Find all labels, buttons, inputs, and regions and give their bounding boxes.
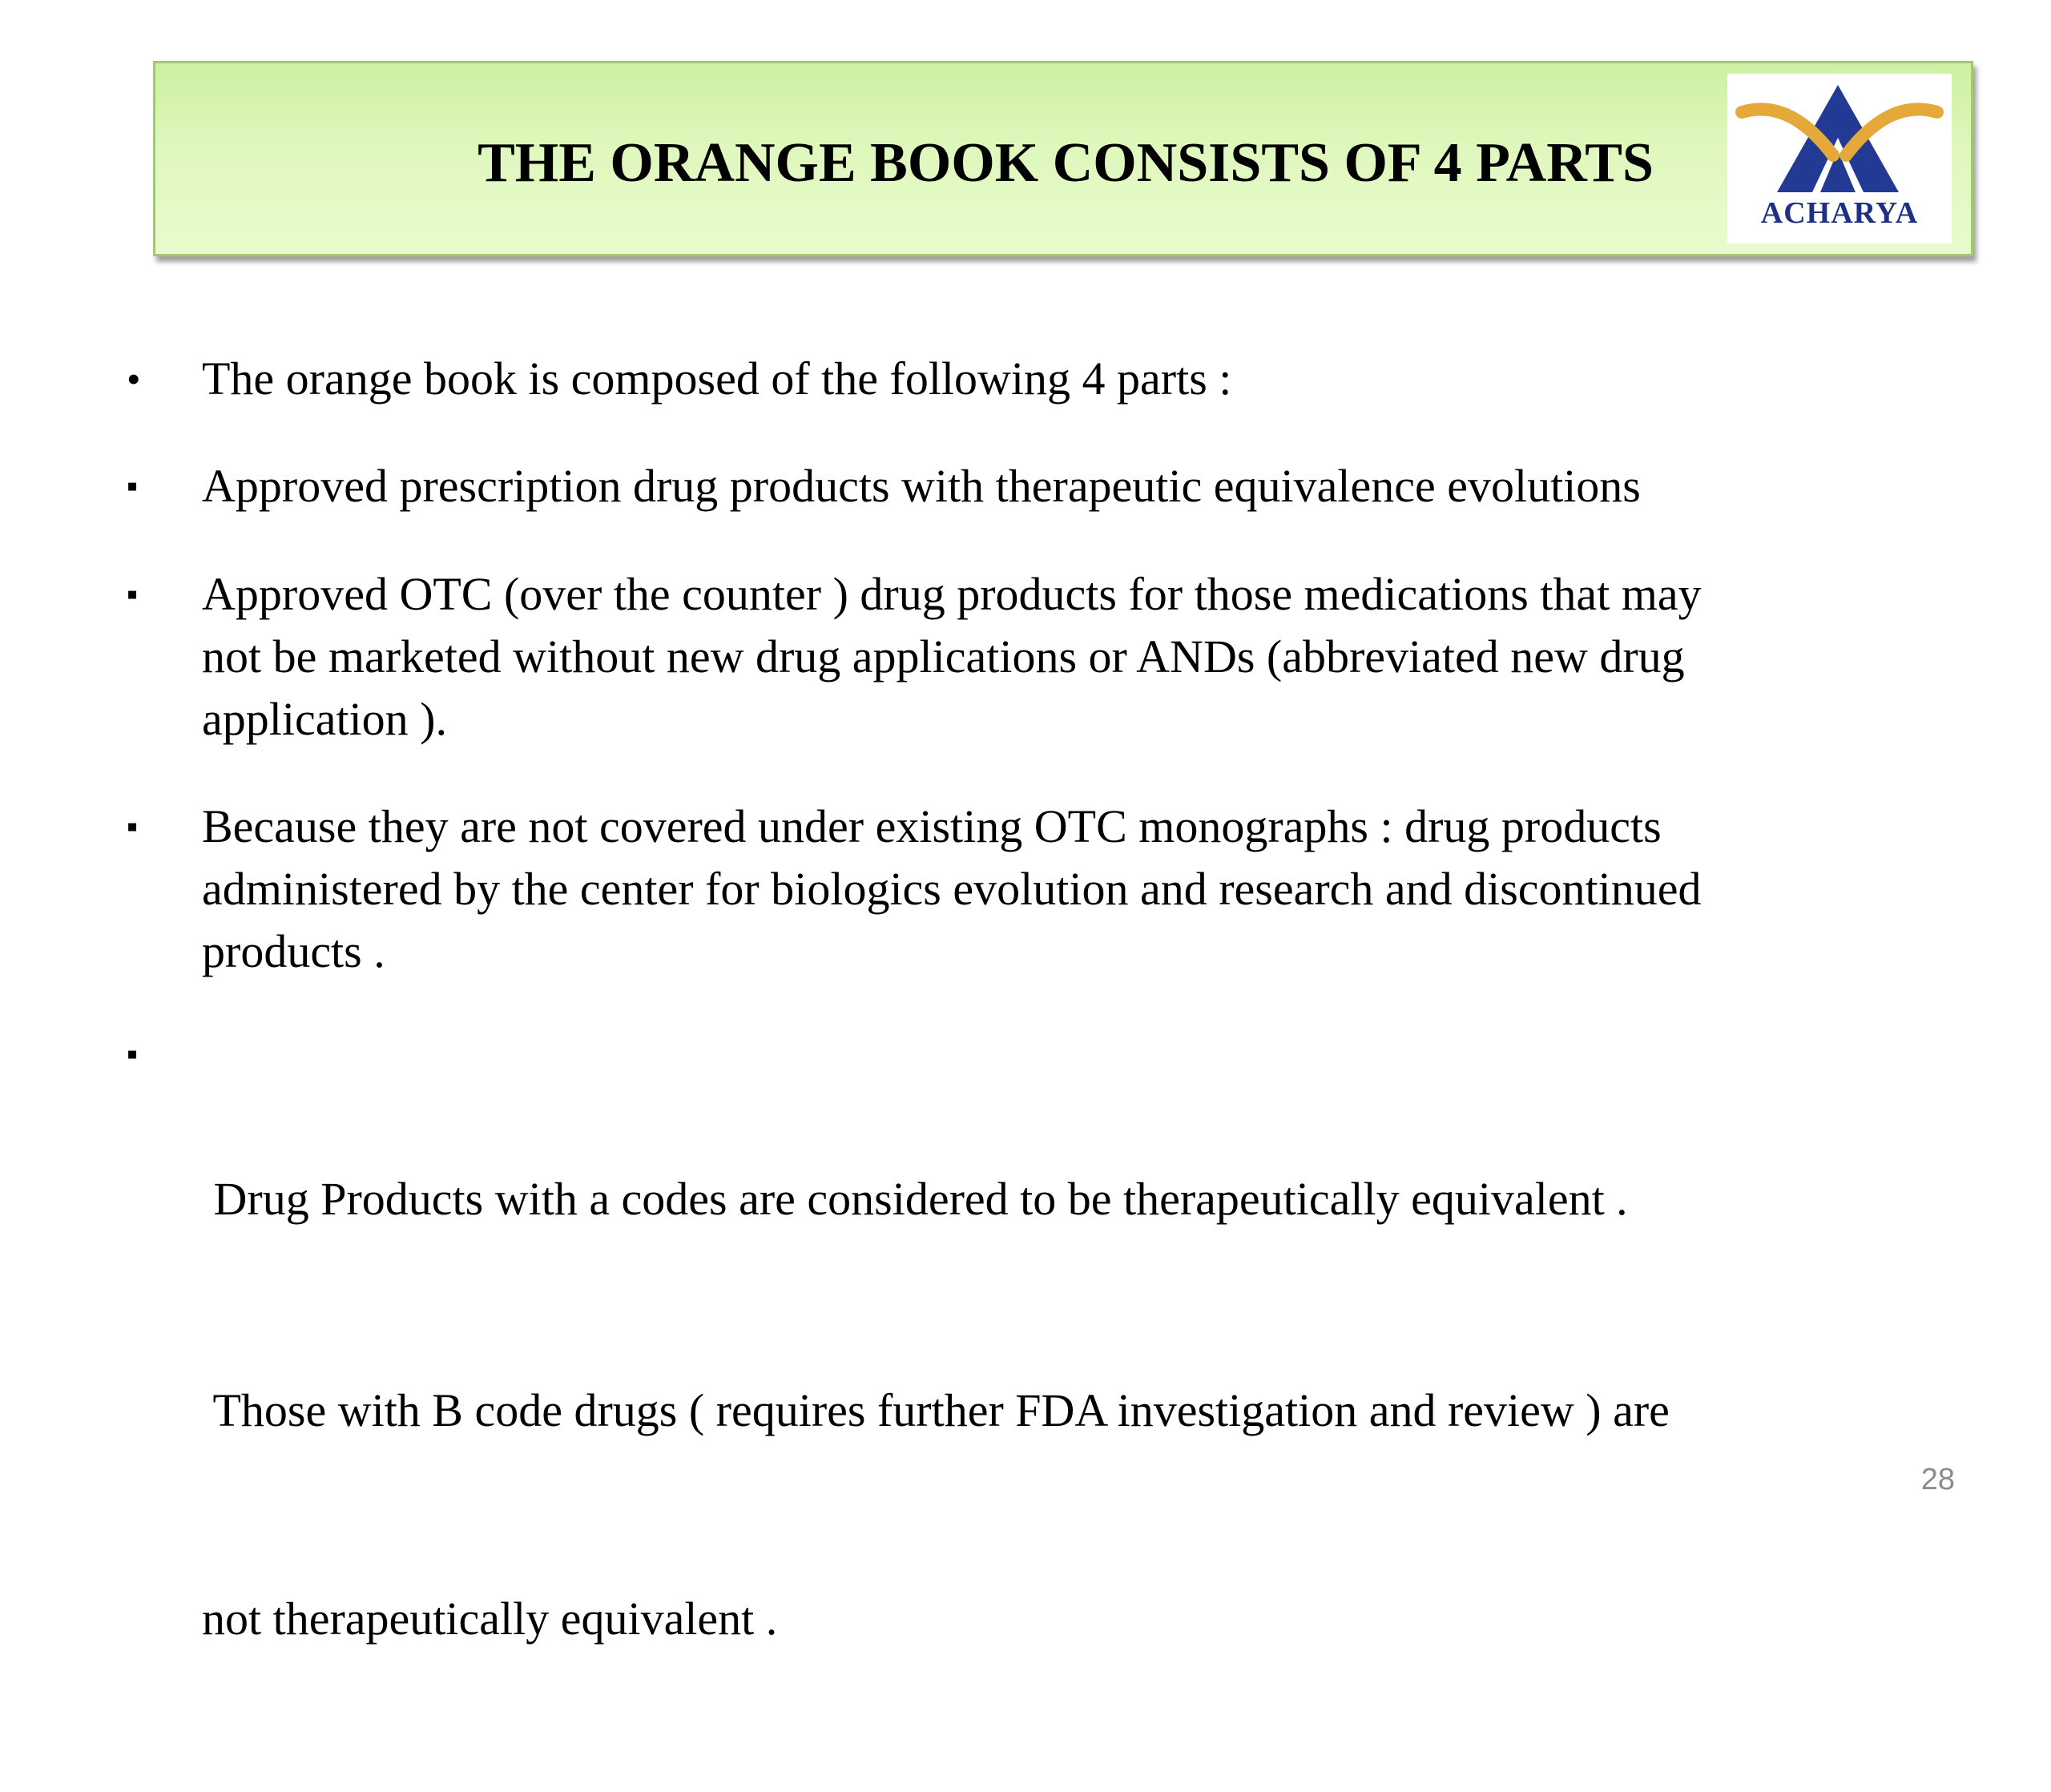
- bullet-marker: ▪: [127, 808, 139, 844]
- bullet-line: not be marketed without new drug applications or ANDs (abbreviated new drug: [202, 630, 1685, 683]
- bullet-marker: ▪: [127, 1036, 139, 1072]
- list-item: [202, 795, 1924, 983]
- list-item: [202, 348, 1924, 410]
- bullet-marker: ▪: [127, 468, 139, 504]
- bullet-line: administered by the center for biologics evolution and research and discontinued: [202, 863, 1702, 915]
- bullet-line: application ).: [202, 693, 448, 745]
- list-item: [202, 455, 1924, 517]
- bullet-line: Approved prescription drug products with therapeutic equivalence evolutions: [202, 460, 1641, 512]
- page-number: 28: [1920, 1463, 1955, 1496]
- list-item: [202, 563, 1924, 751]
- slide-title: THE ORANGE BOOK CONSISTS OF 4 PARTS: [477, 132, 1654, 194]
- list-item: [202, 1023, 1924, 1792]
- bullet-line: Approved OTC (over the counter ) drug products for those medications that may: [202, 568, 1702, 620]
- bullet-line: The orange book is composed of the following 4 parts :: [202, 352, 1232, 405]
- bullet-marker: •: [127, 356, 141, 401]
- bullet-line: Those with B code drugs ( requires further FDA investigation and review ) are: [202, 1384, 1670, 1436]
- bullet-line: products .: [202, 925, 385, 977]
- logo-text: ACHARYA: [1760, 196, 1919, 230]
- bullet-marker: ▪: [127, 576, 139, 612]
- bullet-line: not therapeutically equivalent .: [202, 1593, 778, 1645]
- bullet-line: Drug Products with a codes are considered to be therapeutically equivalent .: [202, 1173, 1628, 1225]
- bullet-line: Because they are not covered under existing OTC monographs : drug products: [202, 800, 1662, 852]
